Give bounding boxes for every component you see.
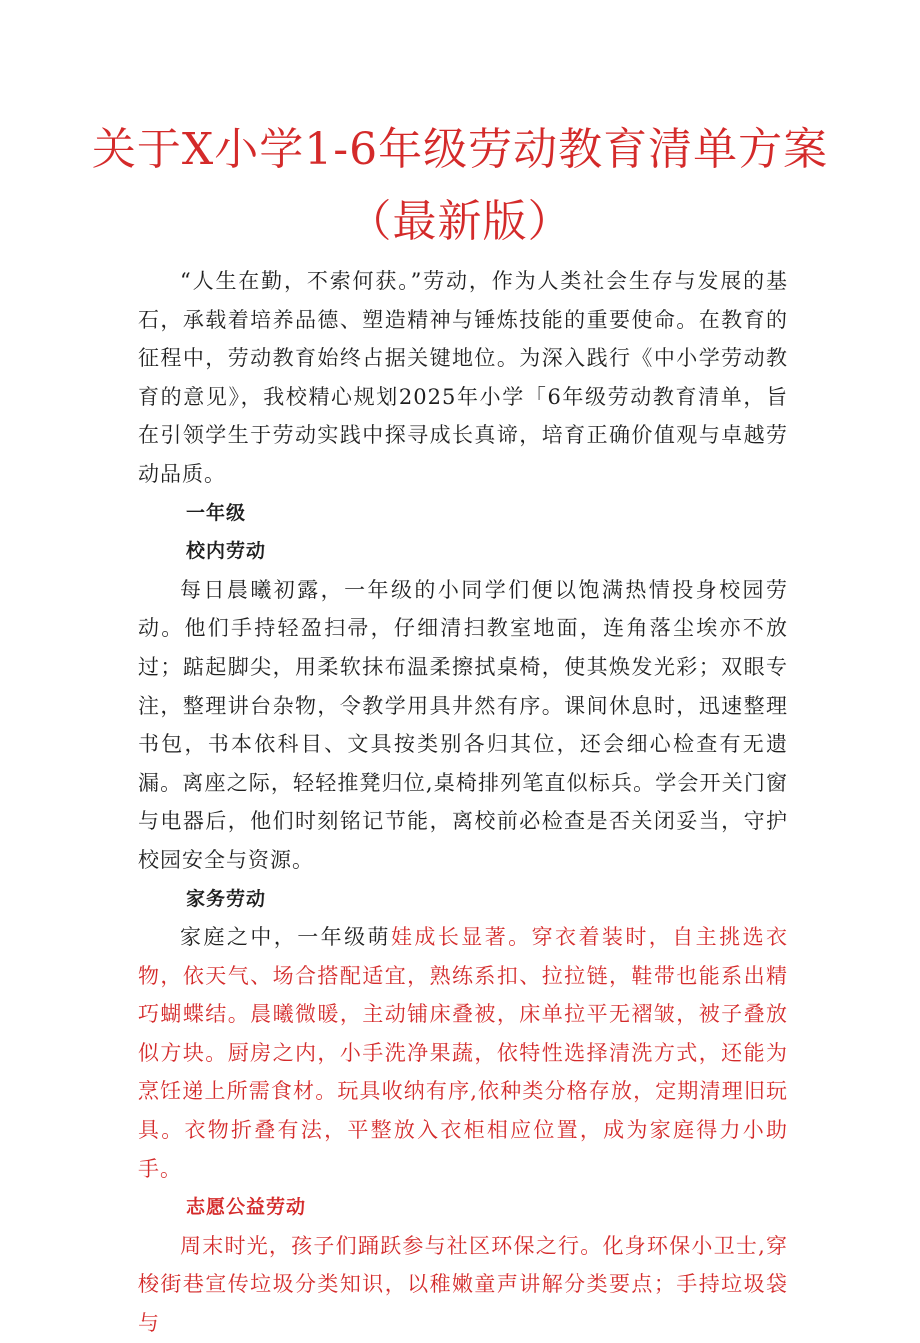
- school-labor-heading: 校内劳动: [186, 540, 267, 563]
- grade1-heading: 一年级: [186, 501, 247, 524]
- document-title: 关于X小学1-6年级劳动教育清单方案: [91, 124, 829, 175]
- volunteer-labor-paragraph: 周末时光，孩子们踊跃参与社区环保之行。化身环保小卫士,穿梭街巷宣传垃圾分类知识，以稚嫩童声讲解分类要点；手持垃圾袋与: [138, 1233, 788, 1336]
- home-labor-text-black: 家庭之中，一年级萌: [180, 925, 391, 950]
- school-labor-paragraph: 每日晨曦初露，一年级的小同学们便以饱满热情投身校园劳动。他们手持轻盈扫帚，仔细清扫教室地面，连角落尘埃亦不放过；踮起脚尖，用柔软抹布温柔擦拭桌椅，使其焕发光彩；双眼专注，整理讲台杂物，令教学用具井然有序。课间休息时，迅速整理书包，书本依科目、文具按类别各归其位，还会细心检查有无遗漏。离座之际，轻轻推凳归位,桌椅排列笔直似标兵。学会开关门窗与电器后，他们时刻铭记节能，离校前必检查是否关闭妥当，守护校园安全与资源。: [138, 577, 788, 872]
- home-labor-heading: 家务劳动: [186, 887, 267, 910]
- home-labor-text-red: 娃成长显著。穿衣着装时，自主挑选衣物，依天气、场合搭配适宜，熟练系扣、拉拉链，鞋带也能系出精巧蝴蝶结。晨曦微暖，主动铺床叠被，床单拉平无褶皱，被子叠放似方块。厨房之内，小手洗净果蔬，依特性选择清洗方式，还能为烹饪递上所需食材。玩具收纳有序,依种类分格存放，定期清理旧玩具。衣物折叠有法，平整放入衣柜相应位置，成为家庭得力小助手。: [138, 925, 789, 1181]
- document-body: [138, 262, 788, 1343]
- volunteer-labor-heading: 志愿公益劳动: [186, 1196, 307, 1219]
- intro-paragraph: “人生在勤，不索何获。”劳动，作为人类社会生存与发展的基石，承载着培养品德、塑造精神与锤炼技能的重要使命。在教育的征程中，劳动教育始终占据关键地位。为深入践行《中小学劳动教育的意见》，我校精心规划2025年小学「6年级劳动教育清单，旨在引领学生于劳动实践中探寻成长真谛，培育正确价值观与卓越劳动品质。: [138, 269, 788, 486]
- document-subtitle: （最新版）: [347, 196, 573, 247]
- home-labor-paragraph: [138, 918, 788, 1188]
